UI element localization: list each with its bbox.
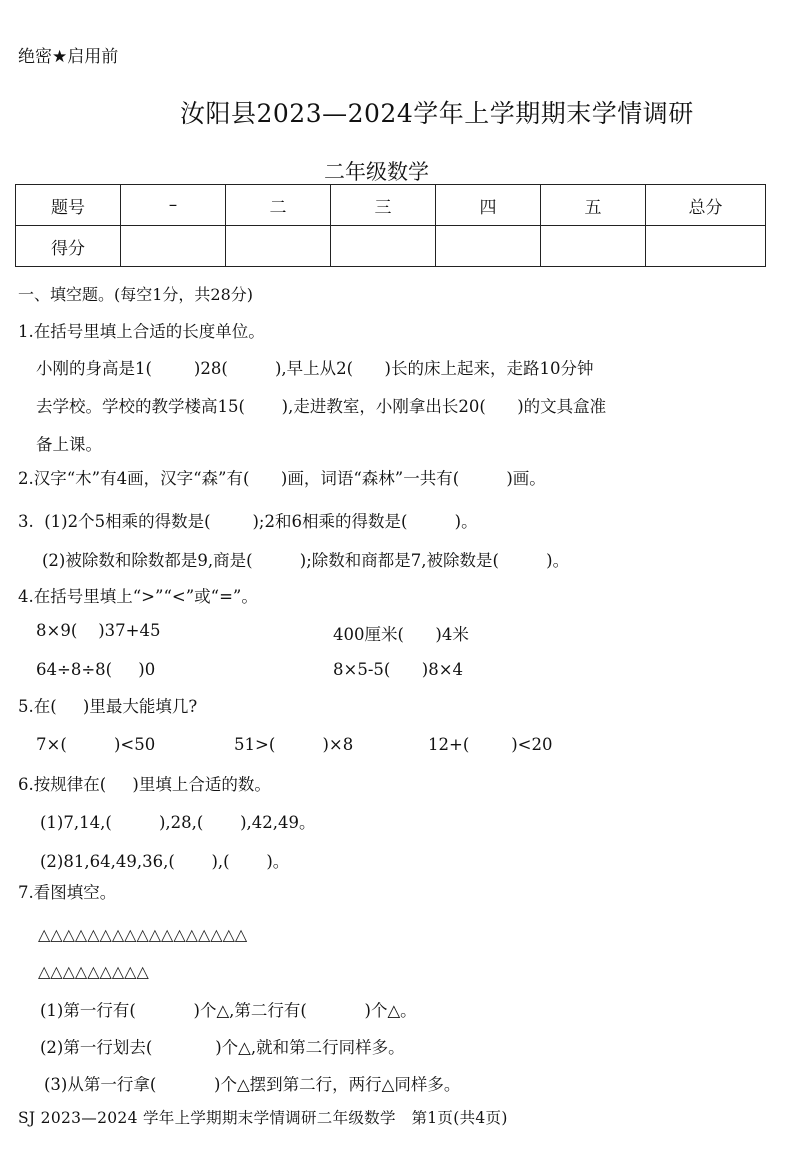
- question-4-item: 8×9( )37+45: [36, 621, 161, 640]
- question-1-line: 小刚的身高是1( )28( ),早上从2( )长的床上起来，走路10分钟: [36, 359, 594, 378]
- question-1-line: 备上课。: [36, 435, 102, 454]
- score-header-cell: 四: [436, 185, 541, 226]
- question-4-item: 8×5-5( )8×4: [333, 660, 464, 679]
- score-cell[interactable]: [436, 226, 541, 267]
- confidential-label: 绝密★启用前: [18, 47, 119, 67]
- score-cell[interactable]: [646, 226, 766, 267]
- question-5-item: 7×( )<50: [36, 735, 156, 754]
- score-header-cell: 三: [331, 185, 436, 226]
- question-7-part-3: (3)从第一行拿( )个△摆到第二行，两行△同样多。: [44, 1075, 461, 1094]
- question-3-part-1: 3. (1)2个5相乘的得数是( );2和6相乘的得数是( )。: [18, 512, 478, 531]
- question-4-stem: 4.在括号里填上“>”“<”或“=”。: [18, 587, 258, 606]
- score-table: [15, 184, 766, 267]
- score-table-header-row: [16, 185, 766, 226]
- question-5-stem: 5.在( )里最大能填几?: [18, 697, 198, 716]
- question-2: 2.汉字“木”有4画，汉字“森”有( )画，词语“森林”一共有( )画。: [18, 469, 546, 488]
- triangle-row-2: △△△△△△△△△: [38, 962, 149, 981]
- score-header-cell: 二: [226, 185, 331, 226]
- question-7-part-1: (1)第一行有( )个△,第二行有( )个△。: [40, 1001, 417, 1020]
- question-5-item: 12+( )<20: [428, 735, 553, 754]
- score-row-label: 得分: [16, 226, 121, 267]
- exam-title: 汝阳县2023—2024学年上学期期末学情调研: [180, 99, 694, 128]
- page-footer: SJ 2023—2024 学年上学期期末学情调研二年级数学 第1页(共4页): [18, 1109, 508, 1127]
- question-7-stem: 7.看图填空。: [18, 883, 117, 902]
- question-1-line: 去学校。学校的教学楼高15( ),走进教室，小刚拿出长20( )的文具盒准: [36, 397, 607, 416]
- score-cell[interactable]: [331, 226, 436, 267]
- question-6-part-1: (1)7,14,( ),28,( ),42,49。: [40, 813, 316, 832]
- score-cell[interactable]: [541, 226, 646, 267]
- question-6-stem: 6.按规律在( )里填上合适的数。: [18, 775, 271, 794]
- question-4-item: 64÷8÷8( )0: [36, 660, 156, 679]
- question-4-item: 400厘米( )4米: [333, 625, 469, 644]
- score-header-cell: 总分: [646, 185, 766, 226]
- question-6-part-2: (2)81,64,49,36,( ),( )。: [40, 852, 290, 871]
- triangle-row-1: △△△△△△△△△△△△△△△△△: [38, 925, 248, 944]
- section-heading: 一、填空题。(每空1分，共28分): [18, 285, 254, 304]
- question-1-stem: 1.在括号里填上合适的长度单位。: [18, 322, 265, 341]
- question-7-part-2: (2)第一行划去( )个△,就和第二行同样多。: [40, 1038, 405, 1057]
- score-cell[interactable]: [121, 226, 226, 267]
- score-table-score-row: [16, 226, 766, 267]
- score-header-cell: –: [121, 185, 226, 226]
- score-header-cell: 题号: [16, 185, 121, 226]
- score-cell[interactable]: [226, 226, 331, 267]
- exam-subtitle: 二年级数学: [324, 160, 429, 184]
- question-5-item: 51>( )×8: [234, 735, 354, 754]
- question-3-part-2: (2)被除数和除数都是9,商是( );除数和商都是7,被除数是( )。: [42, 551, 570, 570]
- score-header-cell: 五: [541, 185, 646, 226]
